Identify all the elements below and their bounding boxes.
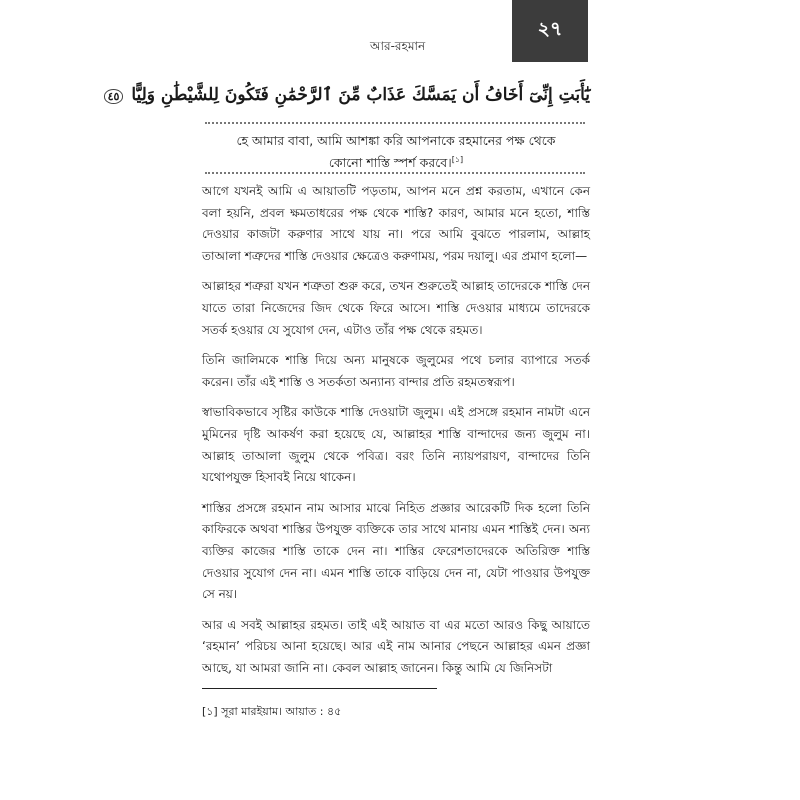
translation-line-2-text: কোনো শাস্তি স্পর্শ করবে। (328, 155, 452, 171)
footnote-rule (202, 688, 437, 689)
paragraph-3: তিনি জালিমকে শাস্তি দিয়ে অন্য মানুষকে জুলুমের পথে চলার ব্যাপারে সতর্ক করেন। তাঁর এই শাস্তি ও সতর্কতা অন্যান্য বান্দার প্রতি রহমতস্বরূপ। (202, 353, 590, 389)
paragraph-2: আল্লাহর শত্রুরা যখন শত্রুতা শুরু করে, তখন শুরুতেই আল্লাহ তাদেরকে শাস্তি দেন যাতে তারা নিজেদের জিদ থেকে ফিরে আসে। শাস্তি দেওয়ার মাধ্যমে তাদেরকে সতর্ক হওয়ার যে সুযোগ দেন, এটাও তাঁর পক্ষ থেকে রহমত। (202, 279, 590, 337)
body-text (202, 181, 590, 688)
page-number: ২৭ (537, 18, 563, 40)
paragraph-6: আর এ সবই আল্লাহর রহমত। তাই এই আয়াত বা এর মতো আরও কিছু আয়াতে ‘রহমান’ পরিচয় আনা হয়েছে। আর এই নাম আনার পেছনে আল্লাহর এমন প্রজ্ঞা আছে, যা আমরা জানি না। কেবল আল্লাহ জানেন। কিন্তু আমি যে জিনিসটা (202, 617, 590, 675)
verse-number: ٤٥ (104, 89, 124, 104)
verse-translation (200, 131, 592, 172)
page-number-tab (512, 0, 588, 62)
translation-line-2 (200, 150, 592, 172)
running-title: আর-রহমান (370, 39, 426, 53)
dotted-divider-top (205, 122, 585, 124)
dotted-divider-bottom (205, 172, 585, 174)
paragraph-5: শাস্তির প্রসঙ্গে রহমান নাম আসার মাঝে নিহিত প্রজ্ঞার আরেকটি দিক হলো তিনি কাফিরকে অথবা শাস্তির উপযুক্ত ব্যক্তিকে তার সাথে মানায় এমন শাস্তিই দেন। অন্য ব্যক্তির কাজের শাস্তি তাকে দেন না। শাস্তির ফেরেশতাদেরকে অতিরিক্ত শাস্তি দেওয়ার সুযোগ দেন না। এমন শাস্তি তাকে বাড়িয়ে দেন না, যেটা পাওয়ার উপযুক্ত সে নয়। (202, 500, 590, 602)
arabic-verse (107, 84, 590, 105)
footnote-ref[interactable]: [১] (451, 155, 464, 164)
verse-text: يَٰٓأَبَتِ إِنِّىٓ أَخَافُ أَن يَمَسَّكَ عَذَابٌ مِّنَ ٱلرَّحْمَٰنِ فَتَكُونَ لِلشَّيْطَٰنِ وَلِيًّا (131, 85, 590, 105)
footnote: [১] সূরা মারইয়াম। আয়াত : ৪৫ (202, 705, 342, 718)
paragraph-1: আগে যখনই আমি এ আয়াতটি পড়তাম, আপন মনে প্রশ্ন করতাম, এখানে কেন বলা হয়নি, প্রবল ক্ষমতাধরের পক্ষ থেকে শাস্তি? কারণ, আমার মনে হতো, শাস্তি দেওয়ার কাজটা করুণার সাথে যায় না। পরে আমি বুঝতে পারলাম, আল্লাহ তাআলা শত্রুদের শাস্তি দেওয়ার ক্ষেত্রেও করুণাময়, পরম দয়ালু। এর প্রমাণ হলো— (202, 184, 590, 263)
paragraph-4: স্বাভাবিকভাবে সৃষ্টির কাউকে শাস্তি দেওয়াটা জুলুম। এই প্রসঙ্গে রহমান নামটা এনে মুমিনের দৃষ্টি আকর্ষণ করা হয়েছে যে, আল্লাহর শাস্তি বান্দাদের জন্য জুলুম না। আল্লাহ তাআলা জুলুম থেকে পবিত্র। বরং তিনি ন্যায়পরায়ণ, বান্দাদের তিনি যথোপযুক্ত হিসাবই নিয়ে থাকেন। (202, 405, 590, 485)
translation-line-1: হে আমার বাবা, আমি আশঙ্কা করি আপনাকে রহমানের পক্ষ থেকে (236, 133, 556, 148)
